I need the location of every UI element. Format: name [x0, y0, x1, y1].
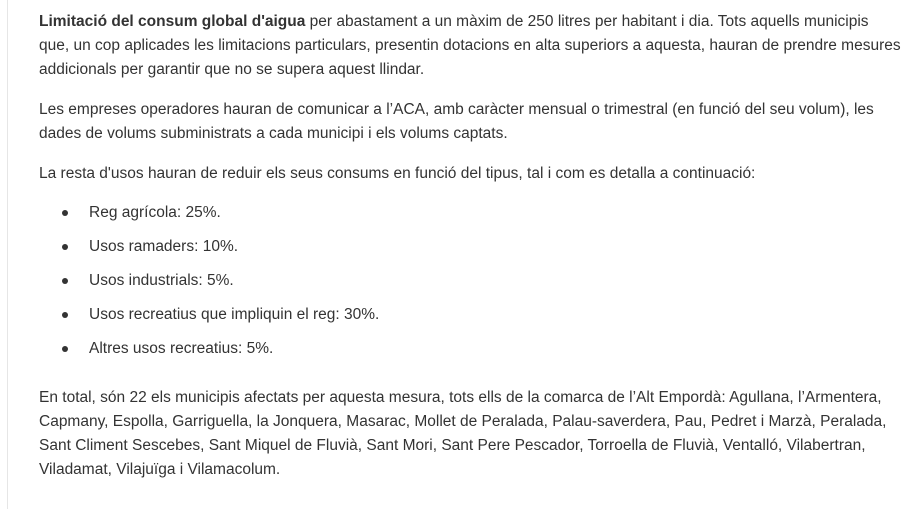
list-item-text: Usos industrials: 5%. — [89, 272, 234, 289]
paragraph-text: per abastament a un màxim de 250 litres per habitant i dia. Tots aquells municipis que, un cop aplicades les limitacions particulars, presentin dotacions en alta superiors a aquesta, hauran de prendre mesures addicionals per garantir que no se supera aquest llindar. — [39, 13, 901, 78]
list-item — [39, 332, 901, 366]
list-item-text: Usos recreatius que impliquin el reg: 30%. — [89, 306, 380, 323]
paragraph-global-consumption — [39, 10, 901, 82]
list-item-text: Altres usos recreatius: 5%. — [89, 340, 274, 357]
list-item — [39, 196, 901, 230]
bullet-icon — [62, 278, 68, 284]
paragraph-municipalities: En total, són 22 els municipis afectats per aquesta mesura, tots ells de la comarca de l’Alt Empordà: Agullana, l’Armentera, Capmany, Espolla, Garriguella, la Jonquera, Masarac, Mollet de Peralada, Palau-saverdera, Pau, Pedret i Marzà, Peralada, Sant Climent Sescebes, Sant Miquel de Fluvià, Sant Mori, Sant Pere Pescador, Torroella de Fluvià, Ventalló, Vilabertran, Viladamat, Vilajuïga i Vilamacolum. — [39, 389, 887, 478]
paragraph-other-uses: La resta d'usos hauran de reduir els seus consums en funció del tipus, tal i com es detalla a continuació: — [39, 165, 756, 182]
list-item — [39, 264, 901, 298]
bullet-icon — [62, 244, 68, 250]
bullet-icon — [62, 346, 68, 352]
reduction-list — [39, 196, 901, 366]
list-item-text: Usos ramaders: 10%. — [89, 238, 239, 255]
bold-lead: Limitació del consum global d'aigua — [39, 13, 306, 30]
reduction-list-wrap — [39, 196, 901, 366]
article-page — [7, 0, 905, 509]
article-body — [39, 10, 901, 498]
bullet-icon — [62, 312, 68, 318]
bullet-icon — [62, 210, 68, 216]
list-item — [39, 298, 901, 332]
list-item — [39, 230, 901, 264]
list-item-text: Reg agrícola: 25%. — [89, 204, 221, 221]
paragraph-operators: Les empreses operadores hauran de comunicar a l’ACA, amb caràcter mensual o trimestral (en funció del seu volum), les dades de volums subministrats a cada municipi i els volums captats. — [39, 101, 874, 142]
